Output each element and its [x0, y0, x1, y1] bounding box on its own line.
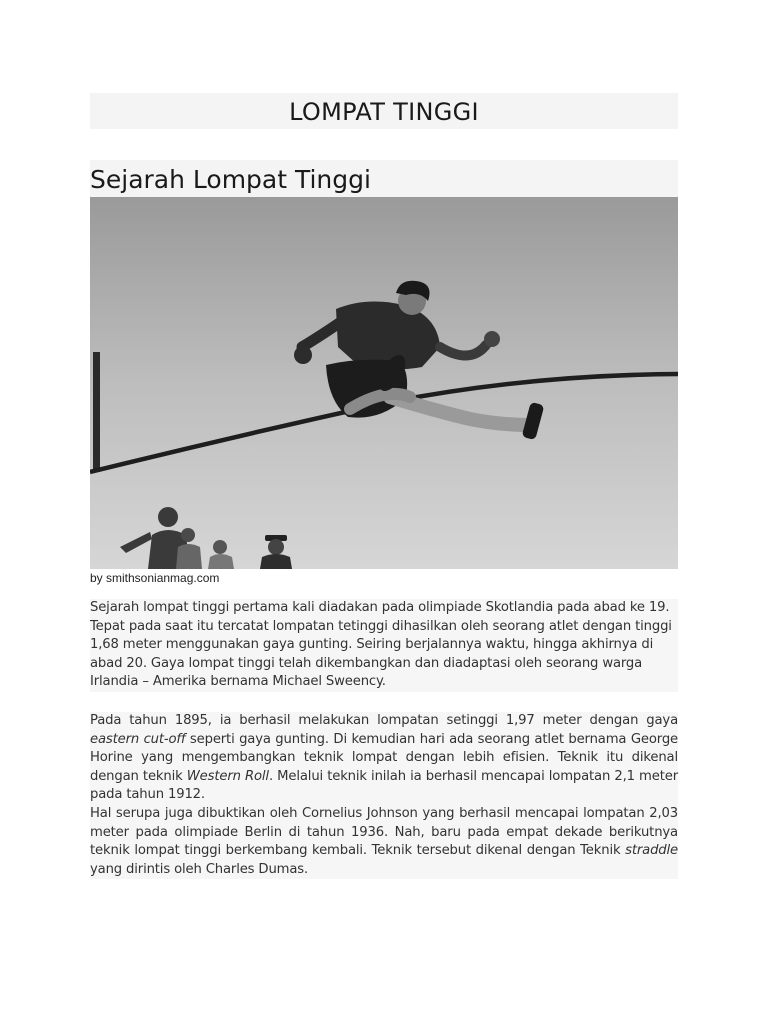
- high-jump-photo: [90, 197, 678, 569]
- paragraph-2: [90, 712, 678, 879]
- paragraph-2-emphasis-straddle: straddle: [625, 843, 678, 859]
- paragraph-1: Sejarah lompat tinggi pertama kali diadakan pada olimpiade Skotlandia pada abad ke 19. Tepat pada saat itu tercatat lompatan tetinggi dihasilkan oleh seorang atlet dengan tinggi 1,68 meter menggunakan gaya gunting. Seiring berjalannya waktu, hingga akhirnya di abad 20. Gaya lompat tinggi telah dikembangkan dan diadaptasi oleh seorang warga Irlandia – Amerika bernama Michael Sweency.: [90, 599, 678, 692]
- paragraph-2-emphasis-eastern-cut-off: eastern cut-off: [90, 731, 186, 747]
- paragraph-2-text-b: seperti gaya gunting. Di kemudian hari ada seorang atlet bernama George Horine yang mengembangkan teknik lompat dengan lebih efisien. Teknik itu dikenal dengan teknik: [90, 731, 679, 784]
- title-bar: [90, 93, 678, 129]
- section-heading: Sejarah Lompat Tinggi: [90, 165, 371, 194]
- section-heading-bar: [90, 160, 678, 197]
- page-title: LOMPAT TINGGI: [289, 98, 479, 126]
- paragraph-2-text-d: Hal serupa juga dibuktikan oleh Cornelius Johnson yang berhasil mencapai lompatan 2,03 meter pada olimpiade Berlin di tahun 1936. Nah, baru pada empat dekade berikutnya teknik lompat tinggi berkembang kembali. Teknik tersebut dikenal dengan Teknik: [90, 805, 678, 859]
- paragraph-2-text-a: Pada tahun 1895, ia berhasil melakukan lompatan setinggi 1,97 meter dengan gaya: [90, 713, 678, 728]
- paragraph-2-text-e: yang dirintis oleh Charles Dumas.: [90, 861, 309, 877]
- paragraph-2-text-c: . Melalui teknik inilah ia berhasil mencapai lompatan 2,1 meter pada tahun 1912.: [90, 768, 678, 803]
- paragraph-2-emphasis-western-roll: Western Roll: [186, 768, 269, 784]
- image-caption: by smithsonianmag.com: [90, 571, 220, 585]
